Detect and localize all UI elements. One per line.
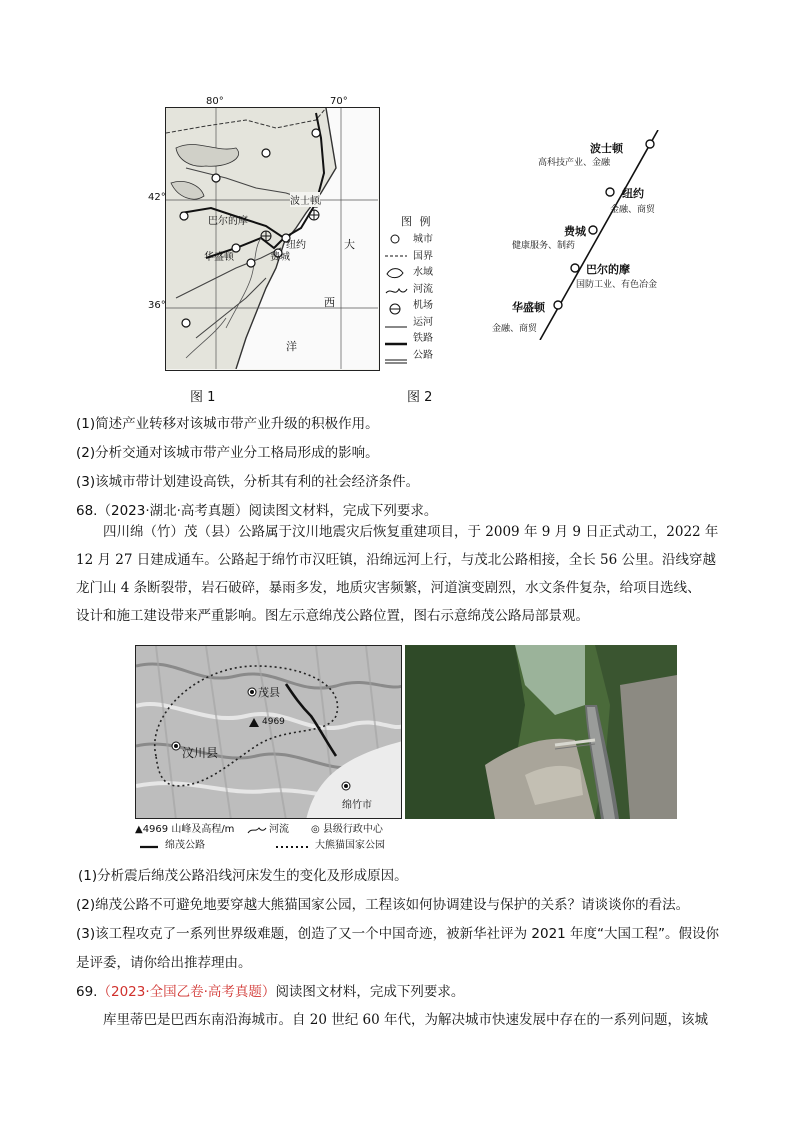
question-source: （2023·全国乙卷·高考真题）	[97, 984, 276, 1000]
question-68-3-cont: 是评委，请你给出推荐理由。	[76, 955, 252, 971]
map-ocean-label: 大	[344, 238, 355, 251]
map-longitude-label: 70°	[330, 96, 348, 107]
mianmao-map-legend	[135, 822, 435, 856]
map-latitude-label: 42°	[148, 192, 166, 203]
map-city-label-philadelphia: 费城	[270, 252, 290, 263]
map-ocean-label: 西	[324, 296, 335, 309]
map-longitude-label: 80°	[206, 96, 224, 107]
map-city-label-newyork: 纽约	[286, 240, 306, 251]
map-city-label-washington: 华盛顿	[204, 252, 234, 263]
schematic-industry-baltimore: 国防工业、有色冶金	[576, 280, 658, 290]
schematic-city-boston: 波士顿	[590, 142, 623, 155]
material-line: 库里蒂巴是巴西东南沿海城市。自 20 世纪 60 年代，为解决城市快速发展中存在的一系列问题，该城	[103, 1012, 709, 1028]
question-instruction: 阅读图文材料，完成下列要求。	[248, 503, 438, 519]
mianmao-road-map	[135, 645, 402, 819]
mianmao-road-photo	[405, 645, 677, 819]
map-ocean-label: 洋	[286, 340, 297, 353]
question-68-material	[76, 518, 724, 630]
question-number: 68.	[76, 503, 98, 519]
legend-peak: ▲4969 山峰及高程/m	[135, 824, 235, 835]
schematic-city-philadelphia: 费城	[564, 225, 586, 238]
legend-item: 公路	[413, 349, 433, 361]
material-line: 四川绵（竹）茂（县）公路属于汶川地震灾后恢复重建项目，于 2009 年 9 月 9 日正式动工，2022 年	[103, 524, 719, 540]
figure-2-caption: 图 2	[407, 390, 433, 405]
question-68-1: (1)分析震后绵茂公路沿线河床发生的变化及形成原因。	[78, 868, 408, 884]
question-69-material	[76, 1006, 724, 1034]
schematic-industry-philadelphia: 健康服务、制药	[512, 241, 576, 251]
map-latitude-label: 36°	[148, 300, 166, 311]
question-68-3: (3)该工程攻克了一系列世界级难题，创造了又一个中国奇迹，被新华社评为 2021 年度“大国工程”。假设你	[76, 926, 720, 942]
legend-item: 运河	[413, 316, 433, 328]
question-source: （2023·湖北·高考真题）	[97, 503, 249, 519]
map-label-maoxian: 茂县	[258, 686, 280, 699]
river-symbol-icon	[247, 825, 267, 835]
question-69-header	[76, 982, 464, 1002]
relief-map-graphic	[136, 646, 402, 819]
legend-item: 铁路	[413, 333, 433, 344]
road-symbol-icon	[139, 842, 159, 852]
schematic-industry-boston: 高科技产业、金融	[538, 158, 611, 168]
material-line: 龙门山 4 条断裂带，岩石破碎，暴雨多发，地质灾害频繁，河道演变剧烈，水文条件复杂，给项目选线、	[76, 580, 701, 596]
map-label-peak: 4969	[262, 717, 285, 727]
schematic-industry-washington: 金融、商贸	[492, 324, 538, 334]
legend-river: 河流	[269, 824, 289, 835]
legend-item: 国界	[413, 250, 433, 262]
legend-road: 绵茂公路	[165, 840, 205, 851]
map-city-label-baltimore: 巴尔的摩	[208, 216, 248, 227]
question-number: 69.	[76, 984, 98, 1000]
figure-1-caption: 图 1	[190, 390, 216, 405]
map-legend	[383, 213, 463, 373]
question-67-1: (1)简述产业转移对该城市带产业升级的积极作用。	[76, 416, 379, 432]
legend-item: 河流	[413, 283, 433, 295]
schematic-industry-newyork: 金融、商贸	[610, 205, 656, 215]
figure-1-map	[165, 107, 380, 371]
schematic-city-washington: 华盛顿	[512, 301, 545, 314]
map-city-label-boston: 波士顿	[290, 192, 320, 207]
schematic-city-newyork: 纽约	[622, 187, 644, 200]
figure-2-schematic	[480, 130, 680, 340]
legend-county: ◎ 县级行政中心	[311, 824, 383, 835]
park-boundary-symbol-icon	[275, 842, 311, 852]
question-67-3: (3)该城市带计划建设高铁，分析其有利的社会经济条件。	[76, 474, 420, 490]
legend-item: 机场	[413, 300, 433, 311]
schematic-city-baltimore: 巴尔的摩	[586, 263, 630, 276]
question-67-2: (2)分析交通对该城市带产业分工格局形成的影响。	[76, 445, 379, 461]
question-instruction: 阅读图文材料，完成下列要求。	[275, 984, 465, 1000]
legend-item: 水域	[413, 267, 433, 278]
legend-item: 城市	[413, 234, 433, 245]
material-line: 12 月 27 日建成通车。公路起于绵竹市汉旺镇，沿绵远河上行，与茂北公路相接，全长 56 公里。沿线穿越	[76, 552, 716, 568]
material-line: 设计和施工建设带来严重影响。图左示意绵茂公路位置，图右示意绵茂公路局部景观。	[76, 608, 589, 624]
legend-symbols	[383, 231, 413, 371]
map-label-mianzhu: 绵竹市	[342, 800, 372, 811]
legend-park: 大熊猫国家公园	[315, 840, 385, 851]
map-legend-title: 图 例	[401, 215, 433, 228]
question-68-2: (2)绵茂公路不可避免地要穿越大熊猫国家公园，工程该如何协调建设与保护的关系？请谈谈你的看法。	[76, 897, 690, 913]
gorge-photo-graphic	[405, 645, 677, 819]
map-label-wenchuan: 汶川县	[182, 746, 219, 760]
